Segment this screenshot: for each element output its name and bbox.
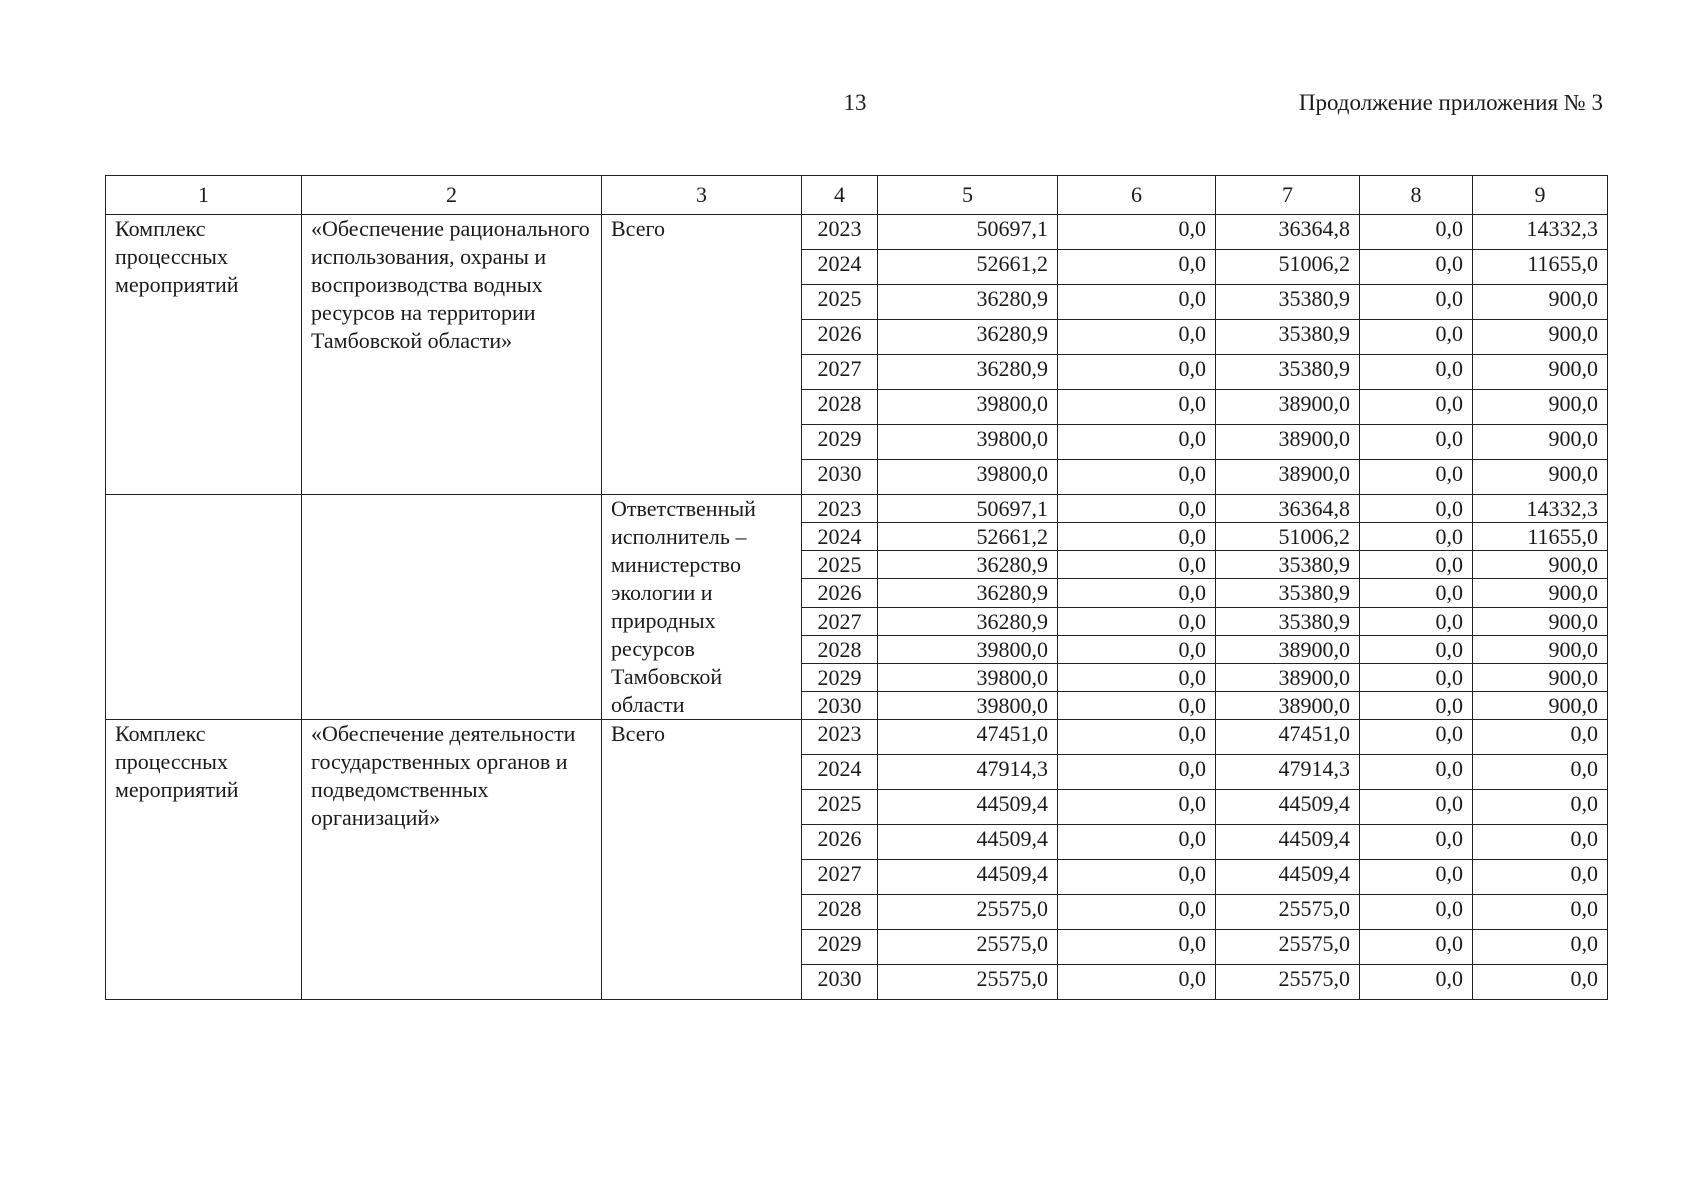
value-cell-col8: 0,0 (1360, 860, 1473, 895)
value-cell-col5: 52661,2 (878, 250, 1058, 285)
year-cell: 2030 (802, 965, 878, 1000)
value-cell-col8: 0,0 (1360, 635, 1473, 663)
value-cell-col5: 25575,0 (878, 930, 1058, 965)
funding-source-cell: Всего (602, 720, 802, 1000)
value-cell-col5: 39800,0 (878, 663, 1058, 691)
column-header: 7 (1216, 176, 1360, 215)
year-cell: 2025 (802, 790, 878, 825)
value-cell-col7: 35380,9 (1216, 579, 1360, 607)
table-body (106, 215, 1608, 1000)
value-cell-col5: 50697,1 (878, 215, 1058, 250)
year-cell: 2023 (802, 215, 878, 250)
value-cell-col8: 0,0 (1360, 250, 1473, 285)
value-cell-col5: 36280,9 (878, 607, 1058, 635)
value-cell-col9: 900,0 (1473, 635, 1608, 663)
year-cell: 2028 (802, 635, 878, 663)
value-cell-col8: 0,0 (1360, 355, 1473, 390)
year-cell: 2028 (802, 895, 878, 930)
value-cell-col7: 51006,2 (1216, 250, 1360, 285)
value-cell-col8: 0,0 (1360, 825, 1473, 860)
value-cell-col8: 0,0 (1360, 691, 1473, 719)
value-cell-col9: 900,0 (1473, 425, 1608, 460)
value-cell-col7: 51006,2 (1216, 523, 1360, 551)
table-row (106, 720, 1608, 755)
value-cell-col6: 0,0 (1058, 215, 1216, 250)
column-header: 2 (302, 176, 602, 215)
year-cell: 2030 (802, 460, 878, 495)
value-cell-col9: 11655,0 (1473, 250, 1608, 285)
program-type-cell: Комплекс процессных мероприятий (106, 720, 302, 1000)
value-cell-col6: 0,0 (1058, 285, 1216, 320)
value-cell-col5: 44509,4 (878, 860, 1058, 895)
value-cell-col6: 0,0 (1058, 860, 1216, 895)
year-cell: 2027 (802, 607, 878, 635)
value-cell-col7: 44509,4 (1216, 790, 1360, 825)
value-cell-col5: 39800,0 (878, 635, 1058, 663)
column-header: 3 (602, 176, 802, 215)
value-cell-col9: 900,0 (1473, 355, 1608, 390)
year-cell: 2028 (802, 390, 878, 425)
value-cell-col9: 0,0 (1473, 930, 1608, 965)
value-cell-col6: 0,0 (1058, 825, 1216, 860)
value-cell-col7: 38900,0 (1216, 425, 1360, 460)
value-cell-col7: 25575,0 (1216, 965, 1360, 1000)
column-header: 1 (106, 176, 302, 215)
value-cell-col9: 14332,3 (1473, 495, 1608, 523)
value-cell-col6: 0,0 (1058, 551, 1216, 579)
value-cell-col9: 900,0 (1473, 320, 1608, 355)
value-cell-col6: 0,0 (1058, 390, 1216, 425)
value-cell-col8: 0,0 (1360, 607, 1473, 635)
table-row (106, 215, 1608, 250)
value-cell-col6: 0,0 (1058, 579, 1216, 607)
column-header: 4 (802, 176, 878, 215)
value-cell-col5: 36280,9 (878, 320, 1058, 355)
value-cell-col5: 52661,2 (878, 523, 1058, 551)
column-header: 5 (878, 176, 1058, 215)
program-type-cell (106, 495, 302, 720)
table-row (106, 495, 1608, 523)
value-cell-col5: 25575,0 (878, 965, 1058, 1000)
value-cell-col5: 47914,3 (878, 755, 1058, 790)
year-cell: 2029 (802, 930, 878, 965)
value-cell-col7: 38900,0 (1216, 460, 1360, 495)
value-cell-col9: 0,0 (1473, 965, 1608, 1000)
value-cell-col6: 0,0 (1058, 790, 1216, 825)
value-cell-col8: 0,0 (1360, 755, 1473, 790)
year-cell: 2030 (802, 691, 878, 719)
year-cell: 2023 (802, 720, 878, 755)
funding-source-cell: Ответственный исполнитель – министерство экологии и природных ресурсов Тамбовской области (602, 495, 802, 720)
value-cell-col7: 38900,0 (1216, 691, 1360, 719)
program-type-cell: Комплекс процессных мероприятий (106, 215, 302, 495)
year-cell: 2025 (802, 551, 878, 579)
year-cell: 2024 (802, 250, 878, 285)
value-cell-col6: 0,0 (1058, 635, 1216, 663)
value-cell-col9: 0,0 (1473, 860, 1608, 895)
value-cell-col7: 44509,4 (1216, 860, 1360, 895)
year-cell: 2025 (802, 285, 878, 320)
value-cell-col5: 44509,4 (878, 825, 1058, 860)
value-cell-col6: 0,0 (1058, 607, 1216, 635)
column-header: 8 (1360, 176, 1473, 215)
value-cell-col6: 0,0 (1058, 895, 1216, 930)
value-cell-col6: 0,0 (1058, 720, 1216, 755)
value-cell-col7: 35380,9 (1216, 607, 1360, 635)
value-cell-col6: 0,0 (1058, 495, 1216, 523)
value-cell-col8: 0,0 (1360, 495, 1473, 523)
year-cell: 2026 (802, 320, 878, 355)
value-cell-col7: 38900,0 (1216, 635, 1360, 663)
value-cell-col8: 0,0 (1360, 215, 1473, 250)
value-cell-col7: 38900,0 (1216, 390, 1360, 425)
column-header: 6 (1058, 176, 1216, 215)
value-cell-col6: 0,0 (1058, 691, 1216, 719)
value-cell-col7: 35380,9 (1216, 551, 1360, 579)
value-cell-col5: 44509,4 (878, 790, 1058, 825)
value-cell-col5: 36280,9 (878, 579, 1058, 607)
value-cell-col8: 0,0 (1360, 285, 1473, 320)
value-cell-col8: 0,0 (1360, 790, 1473, 825)
program-name-cell: «Обеспечение деятельности государственных органов и подведомственных организаций» (302, 720, 602, 1000)
header-row (106, 176, 1608, 215)
column-header: 9 (1473, 176, 1608, 215)
value-cell-col8: 0,0 (1360, 390, 1473, 425)
year-cell: 2026 (802, 825, 878, 860)
value-cell-col8: 0,0 (1360, 579, 1473, 607)
page-number: 13 (843, 90, 867, 115)
value-cell-col8: 0,0 (1360, 930, 1473, 965)
value-cell-col6: 0,0 (1058, 663, 1216, 691)
value-cell-col9: 0,0 (1473, 720, 1608, 755)
value-cell-col8: 0,0 (1360, 895, 1473, 930)
value-cell-col7: 38900,0 (1216, 663, 1360, 691)
value-cell-col9: 0,0 (1473, 825, 1608, 860)
value-cell-col5: 50697,1 (878, 495, 1058, 523)
value-cell-col9: 0,0 (1473, 895, 1608, 930)
year-cell: 2023 (802, 495, 878, 523)
value-cell-col9: 11655,0 (1473, 523, 1608, 551)
program-name-cell: «Обеспечение рационального использования, охраны и воспроизводства водных ресурсов на территории Тамбовской области» (302, 215, 602, 495)
year-cell: 2029 (802, 663, 878, 691)
value-cell-col8: 0,0 (1360, 320, 1473, 355)
value-cell-col7: 25575,0 (1216, 895, 1360, 930)
year-cell: 2027 (802, 355, 878, 390)
value-cell-col9: 900,0 (1473, 691, 1608, 719)
value-cell-col8: 0,0 (1360, 965, 1473, 1000)
value-cell-col5: 39800,0 (878, 691, 1058, 719)
value-cell-col6: 0,0 (1058, 965, 1216, 1000)
value-cell-col7: 36364,8 (1216, 495, 1360, 523)
funding-source-cell: Всего (602, 215, 802, 495)
value-cell-col7: 35380,9 (1216, 355, 1360, 390)
value-cell-col6: 0,0 (1058, 460, 1216, 495)
value-cell-col6: 0,0 (1058, 930, 1216, 965)
value-cell-col5: 47451,0 (878, 720, 1058, 755)
year-cell: 2024 (802, 755, 878, 790)
value-cell-col5: 39800,0 (878, 425, 1058, 460)
value-cell-col7: 25575,0 (1216, 930, 1360, 965)
value-cell-col7: 47914,3 (1216, 755, 1360, 790)
value-cell-col8: 0,0 (1360, 720, 1473, 755)
value-cell-col6: 0,0 (1058, 250, 1216, 285)
value-cell-col9: 900,0 (1473, 460, 1608, 495)
value-cell-col5: 36280,9 (878, 285, 1058, 320)
value-cell-col9: 900,0 (1473, 607, 1608, 635)
value-cell-col9: 14332,3 (1473, 215, 1608, 250)
value-cell-col6: 0,0 (1058, 355, 1216, 390)
value-cell-col7: 35380,9 (1216, 320, 1360, 355)
funding-table (105, 175, 1608, 1000)
year-cell: 2026 (802, 579, 878, 607)
value-cell-col7: 35380,9 (1216, 285, 1360, 320)
value-cell-col7: 36364,8 (1216, 215, 1360, 250)
year-cell: 2029 (802, 425, 878, 460)
year-cell: 2027 (802, 860, 878, 895)
value-cell-col9: 900,0 (1473, 285, 1608, 320)
value-cell-col6: 0,0 (1058, 425, 1216, 460)
value-cell-col9: 900,0 (1473, 663, 1608, 691)
value-cell-col7: 47451,0 (1216, 720, 1360, 755)
value-cell-col8: 0,0 (1360, 523, 1473, 551)
value-cell-col9: 0,0 (1473, 790, 1608, 825)
value-cell-col9: 900,0 (1473, 579, 1608, 607)
value-cell-col6: 0,0 (1058, 523, 1216, 551)
year-cell: 2024 (802, 523, 878, 551)
value-cell-col5: 39800,0 (878, 460, 1058, 495)
value-cell-col8: 0,0 (1360, 460, 1473, 495)
value-cell-col9: 900,0 (1473, 551, 1608, 579)
value-cell-col9: 900,0 (1473, 390, 1608, 425)
value-cell-col8: 0,0 (1360, 663, 1473, 691)
value-cell-col9: 0,0 (1473, 755, 1608, 790)
value-cell-col8: 0,0 (1360, 425, 1473, 460)
value-cell-col5: 36280,9 (878, 551, 1058, 579)
value-cell-col5: 25575,0 (878, 895, 1058, 930)
value-cell-col6: 0,0 (1058, 755, 1216, 790)
appendix-note: Продолжение приложения № 3 (1298, 90, 1603, 115)
value-cell-col7: 44509,4 (1216, 825, 1360, 860)
value-cell-col8: 0,0 (1360, 551, 1473, 579)
value-cell-col5: 36280,9 (878, 355, 1058, 390)
program-name-cell (302, 495, 602, 720)
value-cell-col5: 39800,0 (878, 390, 1058, 425)
value-cell-col6: 0,0 (1058, 320, 1216, 355)
